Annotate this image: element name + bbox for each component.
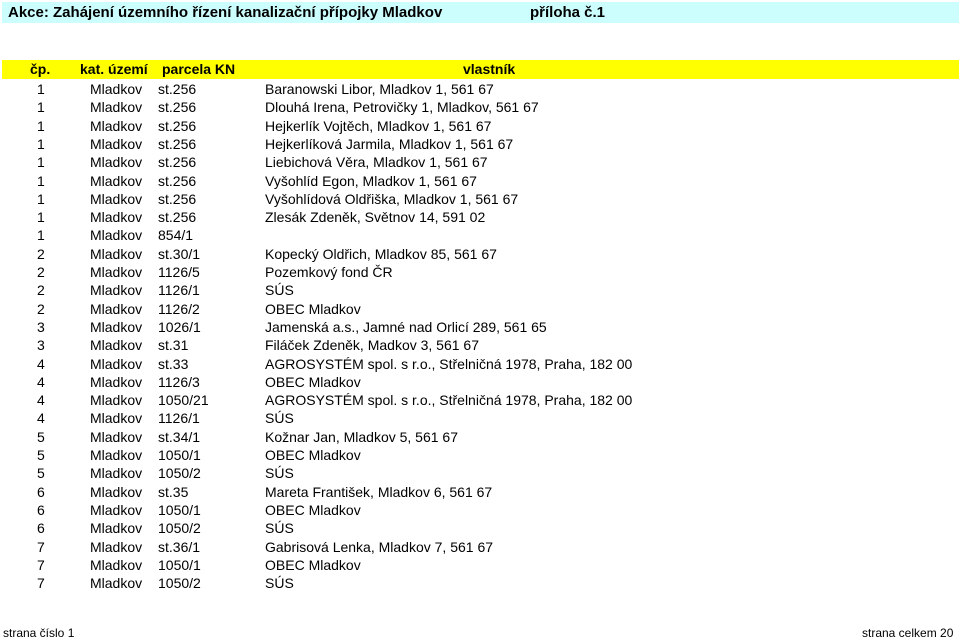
cell-cp: 2	[37, 264, 45, 280]
cell-parcela: st.33	[158, 355, 189, 372]
cell-katastr: Mladkov	[90, 373, 143, 390]
cell-katastr: Mladkov	[90, 282, 143, 299]
cell-cp: 1	[37, 190, 45, 207]
cell-vlastnik: Liebichová Věra, Mladkov 1, 561 67	[265, 154, 488, 171]
annex-label: příloha č.1	[530, 4, 606, 21]
cell-vlastnik: Filáček Zdeněk, Madkov 3, 561 67	[265, 337, 480, 354]
cell-parcela: st.35	[158, 483, 189, 500]
table-row	[0, 136, 959, 154]
cell-vlastnik: Zlesák Zdeněk, Světnov 14, 591 02	[265, 209, 486, 226]
cell-katastr: Mladkov	[90, 337, 143, 354]
document-title: Akce: Zahájení územního řízení kanalizační přípojky Mladkov	[8, 4, 443, 21]
cell-vlastnik: SÚS	[265, 575, 294, 592]
cell-cp: 7	[37, 556, 45, 573]
table-row	[0, 246, 959, 264]
cell-cp: 7	[37, 538, 45, 555]
cell-katastr: Mladkov	[90, 447, 143, 463]
cell-vlastnik: Vyšohlídová Oldřiška, Mladkov 1, 561 67	[265, 190, 519, 207]
cell-cp: 7	[37, 575, 45, 592]
table-row	[0, 447, 959, 465]
cell-katastr: Mladkov	[90, 520, 143, 537]
cell-parcela: st.256	[158, 117, 197, 134]
cell-parcela: 1050/1	[158, 447, 201, 463]
cell-parcela: st.256	[158, 99, 197, 116]
cell-katastr: Mladkov	[90, 227, 143, 244]
cell-cp: 1	[37, 99, 45, 116]
cell-vlastnik: OBEC Mladkov	[265, 373, 361, 390]
cell-cp: 1	[37, 172, 45, 189]
cell-katastr: Mladkov	[90, 172, 143, 189]
cell-vlastnik: OBEC Mladkov	[265, 501, 361, 518]
cell-katastr: Mladkov	[90, 556, 143, 573]
cell-cp: 3	[37, 318, 45, 335]
cell-vlastnik: SÚS	[265, 282, 294, 299]
cell-parcela: st.31	[158, 337, 189, 354]
cell-parcela: 1050/2	[158, 520, 201, 537]
cell-parcela: 1050/1	[158, 501, 201, 518]
table-row	[0, 356, 959, 374]
cell-parcela: st.256	[158, 190, 197, 207]
cell-cp: 2	[37, 300, 45, 317]
cell-vlastnik: AGROSYSTÉM spol. s r.o., Střelničná 1978, Praha, 182 00	[265, 392, 633, 409]
page-total: strana celkem 20	[862, 626, 954, 640]
table-row	[0, 410, 959, 428]
cell-katastr: Mladkov	[90, 154, 143, 171]
cell-parcela: st.30/1	[158, 245, 201, 262]
cell-parcela: st.36/1	[158, 538, 201, 555]
cell-vlastnik: Hejkerlíková Jarmila, Mladkov 1, 561 67	[265, 135, 514, 152]
page-number: strana číslo 1	[3, 626, 75, 640]
cell-cp: 6	[37, 501, 45, 518]
cell-katastr: Mladkov	[90, 575, 143, 592]
cell-cp: 1	[37, 81, 45, 97]
cell-vlastnik: Kopecký Oldřich, Mladkov 85, 561 67	[265, 245, 497, 262]
cell-katastr: Mladkov	[90, 501, 143, 518]
cell-katastr: Mladkov	[90, 209, 143, 226]
cell-cp: 1	[37, 227, 45, 244]
cell-vlastnik: Hejkerlík Vojtěch, Mladkov 1, 561 67	[265, 117, 492, 134]
cell-parcela: 1050/2	[158, 465, 201, 482]
cell-katastr: Mladkov	[90, 264, 143, 280]
cell-vlastnik: SÚS	[265, 520, 294, 537]
cell-cp: 1	[37, 154, 45, 171]
table-row	[0, 502, 959, 520]
cell-cp: 1	[37, 209, 45, 226]
table-row	[0, 282, 959, 300]
cell-parcela: 1126/5	[158, 264, 200, 280]
cell-cp: 2	[37, 282, 45, 299]
cell-cp: 5	[37, 428, 45, 445]
cell-parcela: 1050/21	[158, 392, 209, 409]
cell-katastr: Mladkov	[90, 135, 143, 152]
cell-cp: 6	[37, 520, 45, 537]
cell-katastr: Mladkov	[90, 538, 143, 555]
cell-katastr: Mladkov	[90, 428, 143, 445]
cell-cp: 5	[37, 447, 45, 463]
cell-parcela: 1126/1	[158, 282, 200, 299]
cell-parcela: st.256	[158, 172, 197, 189]
cell-vlastnik: Baranowski Libor, Mladkov 1, 561 67	[265, 81, 494, 97]
cell-katastr: Mladkov	[90, 300, 143, 317]
table-row	[0, 173, 959, 191]
cell-vlastnik: Dlouhá Irena, Petrovičky 1, Mladkov, 561 67	[265, 99, 539, 116]
cell-katastr: Mladkov	[90, 99, 143, 116]
table-row	[0, 81, 959, 99]
table-row	[0, 191, 959, 209]
cell-katastr: Mladkov	[90, 483, 143, 500]
column-header-parcela: parcela KN	[162, 61, 236, 77]
cell-vlastnik: AGROSYSTÉM spol. s r.o., Střelničná 1978, Praha, 182 00	[265, 355, 633, 372]
cell-parcela: st.256	[158, 209, 197, 226]
cell-parcela: 1126/1	[158, 410, 200, 427]
cell-vlastnik: Vyšohlíd Egon, Mladkov 1, 561 67	[265, 172, 477, 189]
cell-parcela: st.256	[158, 135, 197, 152]
table-row	[0, 319, 959, 337]
cell-cp: 1	[37, 135, 45, 152]
cell-katastr: Mladkov	[90, 190, 143, 207]
cell-cp: 2	[37, 245, 45, 262]
table-row	[0, 374, 959, 392]
cell-cp: 3	[37, 337, 45, 354]
cell-katastr: Mladkov	[90, 245, 143, 262]
cell-katastr: Mladkov	[90, 355, 143, 372]
table-row	[0, 484, 959, 502]
table-row	[0, 154, 959, 172]
cell-vlastnik: SÚS	[265, 410, 294, 427]
table-row	[0, 539, 959, 557]
table-row	[0, 429, 959, 447]
cell-vlastnik: OBEC Mladkov	[265, 300, 361, 317]
cell-parcela: 1126/2	[158, 300, 200, 317]
table-row	[0, 99, 959, 117]
cell-vlastnik: Pozemkový fond ČR	[265, 264, 393, 280]
table-row	[0, 465, 959, 483]
table-row	[0, 264, 959, 282]
cell-cp: 4	[37, 392, 45, 409]
cell-parcela: 1050/2	[158, 575, 201, 592]
cell-katastr: Mladkov	[90, 465, 143, 482]
cell-vlastnik: Gabrisová Lenka, Mladkov 7, 561 67	[265, 538, 494, 555]
cell-vlastnik: Mareta František, Mladkov 6, 561 67	[265, 483, 493, 500]
cell-vlastnik: SÚS	[265, 465, 294, 482]
cell-vlastnik: Jamenská a.s., Jamné nad Orlicí 289, 561 65	[265, 318, 547, 335]
cell-parcela: st.256	[158, 154, 197, 171]
table-row	[0, 209, 959, 227]
cell-parcela: 854/1	[158, 227, 194, 244]
table-row	[0, 520, 959, 538]
cell-cp: 4	[37, 355, 45, 372]
table-row	[0, 557, 959, 575]
cell-katastr: Mladkov	[90, 392, 143, 409]
column-header-vlastnik: vlastník	[463, 61, 516, 77]
column-header-cp: čp.	[30, 61, 51, 77]
cell-vlastnik: OBEC Mladkov	[265, 556, 361, 573]
table-row	[0, 337, 959, 355]
cell-cp: 6	[37, 483, 45, 500]
cell-parcela: st.256	[158, 81, 197, 97]
table-row	[0, 575, 959, 593]
cell-katastr: Mladkov	[90, 410, 143, 427]
cell-cp: 1	[37, 117, 45, 134]
cell-katastr: Mladkov	[90, 117, 143, 134]
table-row	[0, 392, 959, 410]
table-row	[0, 301, 959, 319]
cell-cp: 4	[37, 410, 45, 427]
cell-cp: 4	[37, 373, 45, 390]
table-row	[0, 227, 959, 245]
cell-parcela: 1026/1	[158, 318, 201, 335]
cell-parcela: 1050/1	[158, 556, 201, 573]
cell-katastr: Mladkov	[90, 81, 143, 97]
cell-parcela: 1126/3	[158, 373, 200, 390]
cell-cp: 5	[37, 465, 45, 482]
table-row	[0, 118, 959, 136]
column-header-katastr: kat. území	[80, 61, 148, 77]
cell-vlastnik: Kožnar Jan, Mladkov 5, 561 67	[265, 428, 459, 445]
cell-parcela: st.34/1	[158, 428, 201, 445]
cell-vlastnik: OBEC Mladkov	[265, 447, 361, 463]
cell-katastr: Mladkov	[90, 318, 143, 335]
